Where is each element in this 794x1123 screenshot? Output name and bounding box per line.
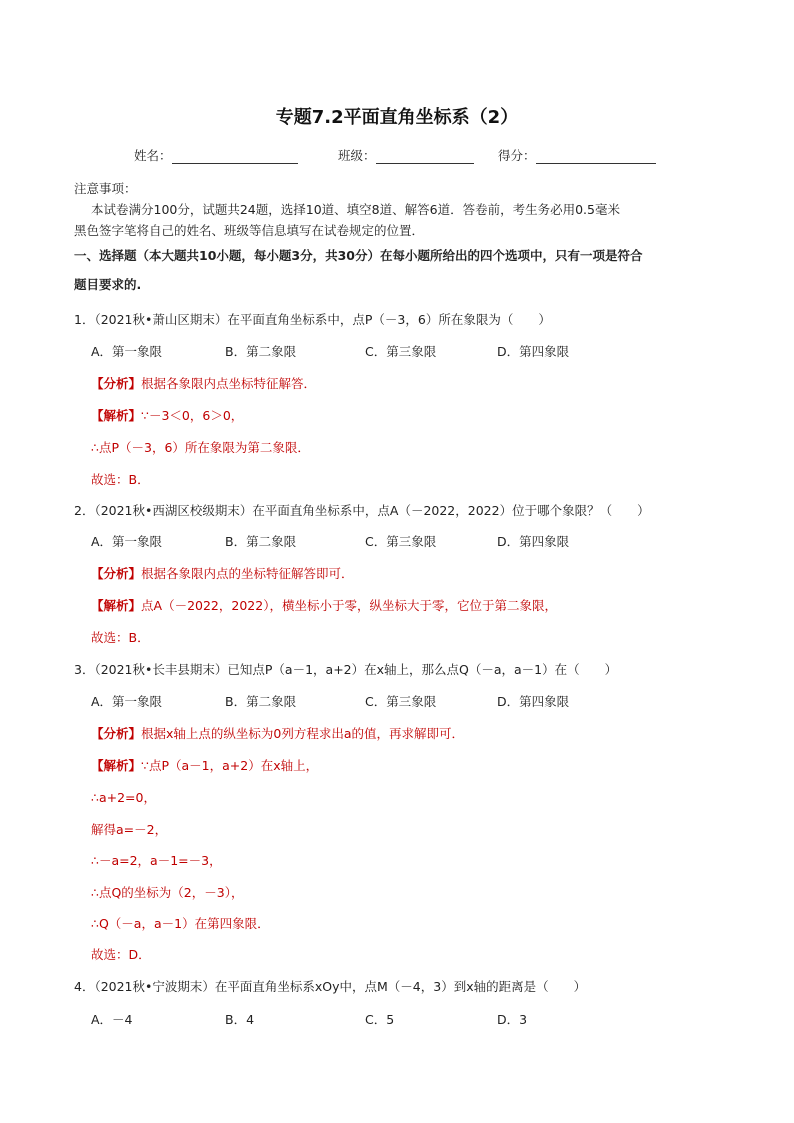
q4-choice-b[interactable]: B．4 (225, 1012, 255, 1027)
page-title: 专题7.2平面直角坐标系（2） (275, 107, 519, 128)
q2-solution-text: 点A（－2022，2022），横坐标小于零，纵坐标大于零，它位于第二象限， (141, 598, 557, 613)
q1-solution-tag: 【解析】 (91, 408, 142, 423)
q3-choice-b[interactable]: B．第二象限 (225, 694, 297, 709)
q3-step-2: 解得a=－2， (91, 822, 168, 837)
q3-choices (91, 692, 691, 710)
q2-analysis-text: 根据各象限内点的坐标特征解答即可． (141, 566, 354, 581)
q1-choice-d[interactable]: D．第四象限 (497, 344, 570, 359)
q3-choice-a[interactable]: A．第一象限 (91, 694, 163, 709)
q2-choice-b[interactable]: B．第二象限 (225, 534, 297, 549)
q2-stem: 2．（2021秋•西湖区校级期末）在平面直角坐标系中，点A（－2022，2022）位于哪个象限？（ ） (74, 503, 650, 518)
q3-analysis-tag: 【分析】 (91, 726, 142, 741)
score-field[interactable] (498, 146, 656, 164)
notice-line-2: 黑色签字笔将自己的姓名、班级等信息填写在试卷规定的位置． (74, 223, 425, 238)
class-label: 班级： (338, 148, 376, 163)
q1-analysis-text: 根据各象限内点坐标特征解答． (141, 376, 317, 391)
section-1-line-1: 一、选择题（本大题共10小题，每小题3分，共30分）在每小题所给出的四个选项中，只有一项是符合 (74, 248, 643, 263)
q2-choice-a[interactable]: A．第一象限 (91, 534, 163, 549)
section-1-line-2: 题目要求的. (74, 277, 142, 292)
q1-analysis-tag: 【分析】 (91, 376, 142, 391)
q2-choice-c[interactable]: C．第三象限 (365, 534, 437, 549)
q2-choice-d[interactable]: D．第四象限 (497, 534, 570, 549)
q3-answer: 故选：D． (91, 947, 151, 962)
name-blank[interactable] (172, 150, 298, 164)
q4-choice-c[interactable]: C．5 (365, 1012, 395, 1027)
name-field[interactable] (134, 146, 298, 164)
q3-analysis (91, 724, 464, 742)
q3-solution-text: ∵点P（a－1，a+2）在x轴上， (141, 758, 319, 773)
notice-line-1: 本试卷满分100分，试题共24题，选择10道、填空8道、解答6道．答卷前，考生务必用0.5毫米 (91, 202, 620, 217)
q3-choice-d[interactable]: D．第四象限 (497, 694, 570, 709)
q3-step-5: ∴Q（－a，a－1）在第四象限． (91, 916, 270, 931)
q1-choice-a[interactable]: A．第一象限 (91, 344, 163, 359)
class-field[interactable] (338, 146, 474, 164)
q1-stem: 1．（2021秋•萧山区期末）在平面直角坐标系中，点P（－3，6）所在象限为（ ） (74, 312, 551, 327)
name-label: 姓名： (134, 148, 172, 163)
q1-step-1: ∴点P（－3，6）所在象限为第二象限． (91, 440, 310, 455)
q3-solution (91, 756, 318, 774)
score-blank[interactable] (536, 150, 656, 164)
q2-analysis-tag: 【分析】 (91, 566, 142, 581)
q2-answer: 故选：B． (91, 630, 150, 645)
score-label: 得分： (498, 148, 536, 163)
q3-step-3: ∴－a=2，a－1=－3， (91, 853, 222, 868)
q3-analysis-text: 根据x轴上点的纵坐标为0列方程求出a的值，再求解即可． (141, 726, 465, 741)
notice-heading: 注意事项： (74, 181, 137, 196)
class-blank[interactable] (376, 150, 474, 164)
q4-choice-d[interactable]: D．3 (497, 1012, 528, 1027)
q3-step-4: ∴点Q的坐标为（2，－3）， (91, 885, 244, 900)
q4-choices (91, 1010, 691, 1028)
q2-solution (91, 596, 557, 614)
q1-choice-c[interactable]: C．第三象限 (365, 344, 437, 359)
q1-analysis (91, 374, 316, 392)
q2-choices (91, 532, 691, 550)
q3-choice-c[interactable]: C．第三象限 (365, 694, 437, 709)
q1-choices (91, 342, 691, 360)
q3-stem: 3．（2021秋•长丰县期末）已知点P（a－1，a+2）在x轴上，那么点Q（－a，a－1）在（ ） (74, 662, 618, 677)
q2-analysis (91, 564, 354, 582)
q4-stem: 4．（2021秋•宁波期末）在平面直角坐标系xOy中，点M（－4，3）到x轴的距离是（ ） (74, 979, 587, 994)
q3-solution-tag: 【解析】 (91, 758, 142, 773)
q3-step-1: ∴a+2=0， (91, 790, 156, 805)
q1-answer: 故选：B． (91, 472, 150, 487)
q1-solution (91, 406, 243, 424)
q1-solution-text: ∵－3＜0，6＞0， (141, 408, 244, 423)
q4-choice-a[interactable]: A．－4 (91, 1012, 133, 1027)
q2-solution-tag: 【解析】 (91, 598, 142, 613)
q1-choice-b[interactable]: B．第二象限 (225, 344, 297, 359)
